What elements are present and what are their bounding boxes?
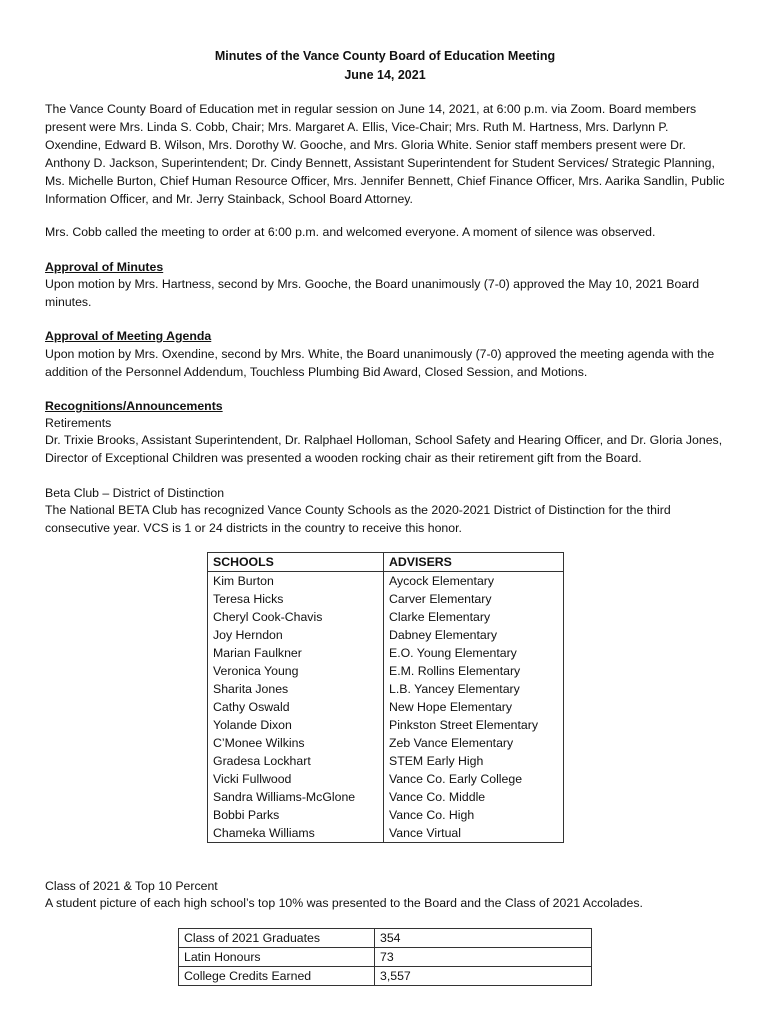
schools-column-header: SCHOOLS: [208, 553, 384, 572]
table-header-row: [208, 553, 564, 572]
adviser-entry: E.O. Young Elementary: [389, 646, 517, 660]
document-title: Minutes of the Vance County Board of Education Meeting: [214, 49, 556, 63]
advisers-column: [384, 572, 564, 843]
retirements-subheading: Retirements: [45, 416, 112, 430]
adviser-entry: Pinkston Street Elementary: [389, 718, 538, 732]
school-entry: Yolande Dixon: [213, 718, 292, 732]
schools-column: [208, 572, 384, 843]
adviser-entry: Vance Co. Early College: [389, 772, 523, 786]
class-2021-title: Class of 2021 & Top 10 Percent: [45, 879, 218, 893]
table-row: [179, 967, 592, 986]
table-body-row: [208, 572, 564, 843]
class-2021-table: [178, 928, 592, 986]
approval-minutes-text: Upon motion by Mrs. Hartness, second by Mrs. Gooche, the Board unanimously (7-0) approved the May 10, 2021 Board minutes.: [45, 277, 700, 309]
intro-paragraph: The Vance County Board of Education met in regular session on June 14, 2021, at 6:00 p.m. via Zoom. Board members present were Mrs. Linda S. Cobb, Chair; Mrs. Margaret A. Ellis, Vice-Chair; Mrs. Ruth M. Hartness, Mrs. Darlynn P. Oxendine, Edward B. Wilson, Mrs. Dorothy W. Gooche, and Mrs. Gloria White. Senior staff members present were Dr. Anthony D. Jackson, Superintendent; Dr. Cindy Bennett, Assistant Superintendent for Student Services/ Strategic Planning, Ms. Michelle Burton, Chief Human Resource Officer, Mrs. Jennifer Bennett, Chief Finance Officer, Mrs. Aarika Sandlin, Public Information Officer, and Mr. Jerry Stainback, School Board Attorney.: [45, 102, 725, 206]
stat-label: College Credits Earned: [179, 967, 375, 986]
adviser-entry: E.M. Rollins Elementary: [389, 664, 521, 678]
stat-value: 354: [375, 929, 592, 948]
adviser-entry: Carver Elementary: [389, 592, 492, 606]
school-entry: Sharita Jones: [213, 682, 289, 696]
adviser-entry: New Hope Elementary: [389, 700, 513, 714]
beta-club-text: The National BETA Club has recognized Vance County Schools as the 2020-2021 District of Distinction for the third consecutive year. VCS is 1 or 24 districts in the country to receive this honor.: [45, 503, 671, 535]
adviser-entry: L.B. Yancey Elementary: [389, 682, 520, 696]
school-entry: Bobbi Parks: [213, 808, 280, 822]
school-entry: Vicki Fullwood: [213, 772, 292, 786]
table-row: [179, 929, 592, 948]
adviser-entry: Vance Co. High: [389, 808, 475, 822]
school-entry: Sandra Williams-McGlone: [213, 790, 356, 804]
stat-value: 73: [375, 948, 592, 967]
recognitions-heading: Recognitions/Announcements: [45, 399, 223, 413]
adviser-entry: STEM Early High: [389, 754, 484, 768]
adviser-entry: Vance Co. Middle: [389, 790, 486, 804]
call-to-order-paragraph: Mrs. Cobb called the meeting to order at 6:00 p.m. and welcomed everyone. A moment of silence was observed.: [45, 225, 656, 239]
table-row: [179, 948, 592, 967]
stat-value: 3,557: [375, 967, 592, 986]
school-entry: Kim Burton: [213, 574, 274, 588]
school-entry: Cathy Oswald: [213, 700, 290, 714]
school-entry: Marian Faulkner: [213, 646, 302, 660]
approval-agenda-text: Upon motion by Mrs. Oxendine, second by Mrs. White, the Board unanimously (7-0) approved the meeting agenda with the addition of the Personnel Addendum, Touchless Plumbing Bid Award, Closed Session, and Motions.: [45, 347, 715, 379]
beta-club-title: Beta Club – District of Distinction: [45, 486, 225, 500]
school-entry: Gradesa Lockhart: [213, 754, 311, 768]
adviser-entry: Zeb Vance Elementary: [389, 736, 514, 750]
approval-minutes-heading: Approval of Minutes: [45, 260, 164, 274]
adviser-entry: Aycock Elementary: [389, 574, 495, 588]
school-entry: Cheryl Cook-Chavis: [213, 610, 323, 624]
school-entry: Joy Herndon: [213, 628, 283, 642]
retirements-text: Dr. Trixie Brooks, Assistant Superintendent, Dr. Ralphael Holloman, School Safety and Hearing Officer, and Dr. Gloria Jones, Director of Exceptional Children was presented a wooden rocking chair as their retirement gift from the Board.: [45, 433, 723, 465]
stat-label: Class of 2021 Graduates: [179, 929, 375, 948]
class-2021-text: A student picture of each high school’s top 10% was presented to the Board and the Class of 2021 Accolades.: [45, 896, 643, 910]
adviser-entry: Dabney Elementary: [389, 628, 497, 642]
advisers-column-header: ADVISERS: [384, 553, 564, 572]
approval-agenda-heading: Approval of Meeting Agenda: [45, 329, 212, 343]
school-entry: C’Monee Wilkins: [213, 736, 305, 750]
school-entry: Chameka Williams: [213, 826, 315, 840]
adviser-entry: Vance Virtual: [389, 826, 462, 840]
meeting-date: June 14, 2021: [344, 68, 426, 82]
adviser-entry: Clarke Elementary: [389, 610, 491, 624]
school-entry: Teresa Hicks: [213, 592, 284, 606]
school-entry: Veronica Young: [213, 664, 299, 678]
beta-club-table: [207, 552, 564, 843]
stat-label: Latin Honours: [179, 948, 375, 967]
